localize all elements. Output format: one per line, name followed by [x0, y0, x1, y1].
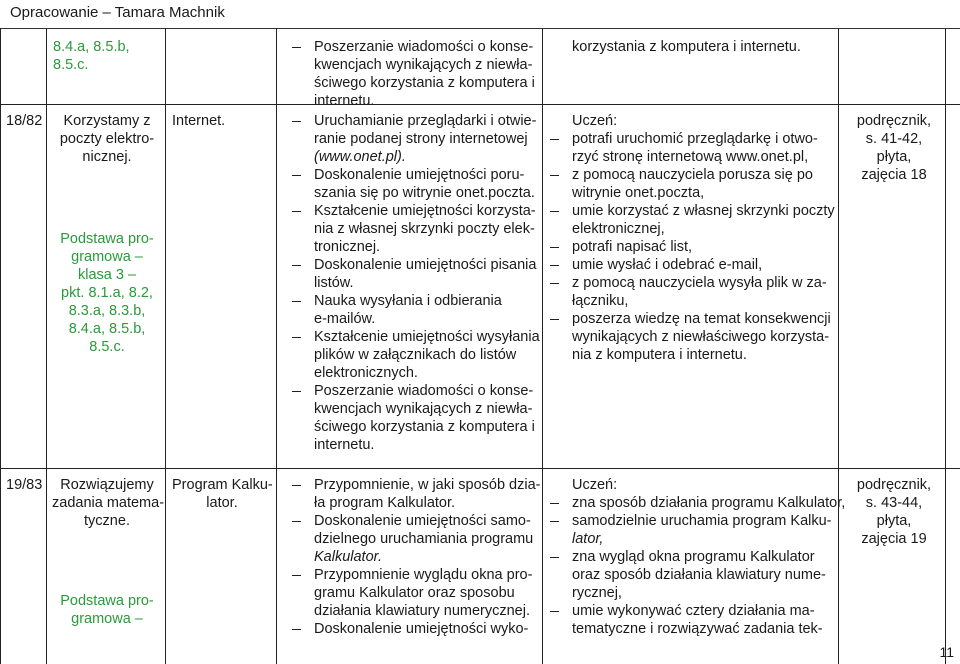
curriculum-basis: Podstawa pro- gramowa – — [60, 593, 154, 627]
lesson-topic: Rozwiązujemy zadania matema- tyczne. — [52, 477, 165, 529]
row-divider — [0, 468, 960, 469]
table-cell-outcomes: potrafi uruchomić przeglądarkę i otwo- rzyć stronę internetową www.onet.pl, z pomocą nauczyciela porusza się po witrynie onet.poczta, umie korzystać z własnej skrzynki poczty elektronicznej, potrafi napisać list, umie wysłać i odebrać e-mail, z pomocą nauczyciela wysyła plik w za- łączniku, poszerza wiedzę na temat konsekwencji wynikających z niewłaściwego korzysta- nia z komputera i internetu. — [572, 131, 835, 363]
table-cell-goals: Uruchamianie przeglądarki i otwie- ranie podanej strony internetowej (www.onet.pl). Doskonalenie umiejętności poru- szania się po witrynie onet.poczta. Kształcenie umiejętności korzysta- nia z własnej skrzynki poczty elek- tronicznej. Doskonalenie umiejętności pisania listów. Nauka wysyłania i odbierania e-mailów. Kształcenie umiejętności wysyłania plików w załącznikach do listów elektronicznych. Poszerzanie wiadomości o konse- kwencjach wynikających z niewła- ściwego korzystania z komputera i internetu. — [314, 113, 540, 453]
table-border-right — [945, 28, 946, 664]
student-label: Uczeń: — [572, 477, 618, 493]
bullet-dash — [292, 175, 301, 176]
curriculum-basis: Podstawa pro- gramowa – klasa 3 – pkt. 8.1.a, 8.2, 8.3.a, 8.3.b, 8.4.a, 8.5.b, 8.5.c. — [60, 231, 154, 355]
col-divider — [542, 28, 543, 664]
materials: podręcznik, s. 43-44, płyta, zajęcia 19 — [856, 477, 932, 547]
bullet-dash — [292, 391, 301, 392]
bullet-dash — [550, 265, 559, 266]
student-label: Uczeń: — [572, 113, 618, 129]
table-cell-basis: 8.4.a, 8.5.b, 8.5.c. — [53, 39, 130, 73]
bullet-dash — [550, 521, 559, 522]
table-border-left — [0, 28, 1, 664]
bullet-dash — [550, 611, 559, 612]
bullet-dash — [292, 521, 301, 522]
lesson-number: 19/83 — [6, 477, 43, 493]
program-name: Program Kalku- lator. — [172, 477, 273, 511]
lesson-topic: Korzystamy z poczty elektro- nicznej. — [59, 113, 155, 165]
table-cell-outcomes: korzystania z komputera i internetu. — [572, 39, 801, 55]
bullet-dash — [550, 557, 559, 558]
bullet-dash — [292, 485, 301, 486]
bullet-dash — [550, 503, 559, 504]
col-divider — [165, 28, 166, 664]
program-name: Internet. — [172, 113, 226, 129]
lesson-number: 18/82 — [6, 113, 43, 129]
materials: podręcznik, s. 41-42, płyta, zajęcia 18 — [856, 113, 932, 183]
page-number: 11 — [939, 644, 954, 660]
bullet-dash — [292, 211, 301, 212]
document-header: Opracowanie – Tamara Machnik — [10, 4, 225, 21]
col-divider — [276, 28, 277, 664]
header-rule — [0, 28, 960, 29]
bullet-dash — [550, 283, 559, 284]
table-cell-goals: Przypomnienie, w jaki sposób dzia- ła program Kalkulator. Doskonalenie umiejętności samo- dzielnego uruchamiania programu Kalkulator. Przypomnienie wyglądu okna pro- gramu Kalkulator oraz sposobu działania klawiatury numerycznej. Doskonalenie umiejętności wyko- — [314, 477, 541, 637]
bullet-dash — [292, 337, 301, 338]
bullet-dash — [292, 47, 301, 48]
bullet-dash — [292, 121, 301, 122]
bullet-dash — [550, 247, 559, 248]
bullet-dash — [550, 175, 559, 176]
bullet-dash — [550, 211, 559, 212]
bullet-dash — [550, 139, 559, 140]
table-cell-goals: Poszerzanie wiadomości o konse- kwencjach wynikających z niewła- ściwego korzystania z komputera i internetu. — [314, 39, 535, 109]
col-divider — [46, 28, 47, 664]
bullet-dash — [292, 301, 301, 302]
bullet-dash — [292, 265, 301, 266]
bullet-dash — [292, 629, 301, 630]
table-cell-outcomes: zna sposób działania programu Kalkulator, samodzielnie uruchamia program Kalku- lator, zna wygląd okna programu Kalkulator oraz sposób działania klawiatury nume- rycznej, umie wykonywać cztery działania ma- tematyczne i rozwiązywać zadania tek- — [572, 495, 846, 637]
bullet-dash — [292, 575, 301, 576]
bullet-dash — [550, 319, 559, 320]
